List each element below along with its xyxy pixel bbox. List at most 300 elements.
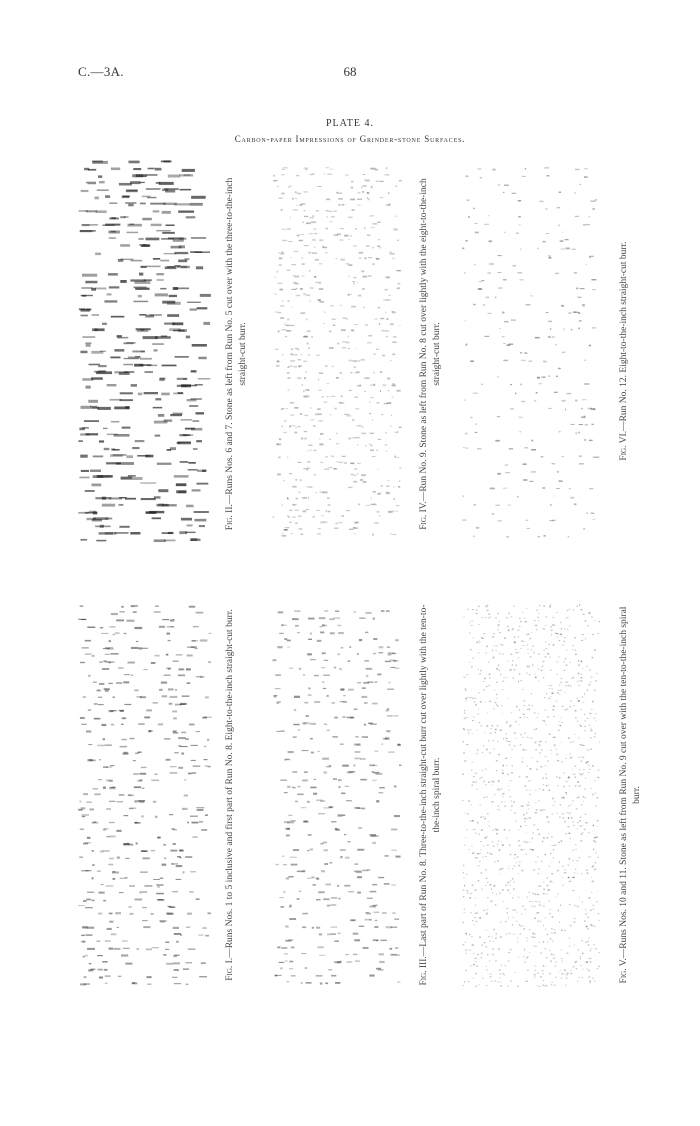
texture-mark	[185, 738, 189, 740]
texture-mark	[383, 384, 387, 386]
texture-mark	[178, 260, 187, 263]
caption-fig-iv-text: —Run No. 9. Stone as left from Run No. 8 cut over lightly with the eight-to-the-inch straight-cut burr.	[419, 178, 442, 502]
texture-mark	[584, 962, 585, 963]
texture-mark	[97, 955, 103, 956]
texture-mark	[171, 863, 174, 865]
texture-mark	[159, 626, 165, 628]
texture-mark	[465, 176, 468, 177]
texture-mark	[529, 817, 531, 819]
texture-mark	[513, 265, 516, 267]
texture-mark	[541, 741, 542, 742]
texture-mark	[170, 620, 174, 622]
texture-mark	[317, 408, 320, 410]
texture-mark	[572, 769, 573, 770]
texture-mark	[331, 216, 335, 217]
texture-mark	[314, 233, 317, 234]
texture-mark	[482, 945, 484, 946]
texture-mark	[578, 685, 579, 686]
texture-mark	[85, 490, 95, 492]
texture-mark	[465, 433, 467, 435]
texture-mark	[308, 497, 309, 498]
texture-mark	[311, 221, 316, 223]
texture-mark	[93, 821, 97, 823]
texture-mark	[598, 913, 600, 915]
texture-mark	[503, 343, 505, 344]
texture-mark	[157, 886, 160, 888]
texture-mark	[565, 409, 566, 411]
texture-mark	[500, 977, 501, 978]
texture-mark	[347, 841, 351, 842]
texture-mark	[278, 330, 280, 332]
texture-mark	[377, 222, 381, 223]
texture-mark	[361, 808, 365, 810]
texture-mark	[318, 528, 321, 529]
texture-mark	[310, 723, 316, 725]
texture-mark	[335, 982, 340, 984]
texture-mark	[471, 804, 472, 805]
texture-mark	[388, 192, 389, 194]
texture-mark	[582, 399, 586, 400]
texture-mark	[327, 383, 330, 384]
texture-mark	[497, 981, 498, 982]
texture-mark	[472, 762, 474, 763]
texture-mark	[363, 174, 366, 175]
texture-mark	[567, 393, 572, 394]
texture-mark	[306, 294, 311, 296]
texture-mark	[546, 233, 549, 234]
texture-mark	[535, 677, 537, 678]
texture-mark	[482, 770, 483, 771]
texture-mark	[322, 625, 327, 627]
texture-mark	[579, 321, 582, 322]
caption-fig-v	[618, 600, 644, 990]
texture-mark	[497, 844, 499, 845]
texture-mark	[594, 781, 596, 782]
texture-mark	[513, 801, 515, 802]
texture-mark	[193, 448, 198, 449]
texture-mark	[114, 407, 129, 410]
texture-mark	[277, 702, 280, 704]
texture-mark	[150, 314, 163, 316]
texture-mark	[519, 673, 520, 675]
texture-mark	[305, 715, 309, 717]
texture-mark	[559, 725, 561, 726]
texture-mark	[502, 689, 503, 690]
texture-mark	[469, 622, 471, 623]
texture-mark	[109, 237, 116, 239]
texture-mark	[468, 732, 469, 734]
texture-mark	[474, 223, 477, 224]
texture-mark	[281, 209, 283, 211]
texture-mark	[112, 871, 115, 873]
texture-mark	[464, 885, 465, 887]
texture-mark	[595, 713, 597, 714]
texture-mark	[366, 675, 368, 677]
texture-mark	[357, 385, 361, 387]
texture-mark	[134, 364, 143, 367]
texture-mark	[525, 842, 526, 843]
texture-mark	[519, 830, 520, 831]
texture-mark	[109, 497, 122, 499]
texture-mark	[593, 408, 596, 410]
texture-mark	[120, 244, 130, 247]
texture-mark	[320, 462, 324, 463]
texture-mark	[569, 662, 570, 663]
texture-mark	[484, 336, 489, 337]
texture-mark	[323, 688, 327, 689]
texture-mark	[542, 720, 544, 721]
texture-mark	[490, 973, 492, 975]
texture-mark	[497, 725, 499, 726]
texture-mark	[587, 625, 589, 626]
texture-mark	[152, 517, 161, 519]
texture-mark	[309, 396, 310, 398]
texture-mark	[567, 629, 568, 630]
texture-mark	[561, 636, 562, 637]
texture-mark	[539, 788, 541, 789]
texture-mark	[566, 650, 567, 651]
texture-mark	[319, 239, 323, 241]
texture-mark	[548, 336, 551, 338]
texture-mark	[500, 644, 501, 645]
texture-mark	[386, 492, 389, 493]
texture-mark	[497, 645, 498, 647]
texture-mark	[327, 497, 330, 499]
texture-mark	[480, 849, 482, 850]
texture-mark	[277, 474, 281, 476]
texture-mark	[142, 920, 148, 921]
texture-mark	[527, 956, 528, 957]
texture-mark	[521, 384, 522, 386]
texture-mark	[354, 522, 359, 524]
texture-mark	[99, 977, 103, 979]
texture-mark	[506, 934, 508, 935]
texture-mark	[575, 961, 577, 963]
texture-mark	[551, 750, 552, 751]
texture-mark	[595, 842, 597, 843]
texture-mark	[140, 203, 146, 205]
texture-mark	[288, 751, 294, 753]
texture-mark	[289, 668, 293, 669]
texture-mark	[142, 788, 145, 789]
texture-mark	[340, 849, 346, 851]
texture-mark	[301, 953, 306, 954]
texture-mark	[550, 669, 551, 671]
texture-mark	[497, 613, 499, 614]
texture-mark	[392, 385, 397, 387]
texture-mark	[281, 174, 284, 175]
texture-mark	[558, 224, 559, 226]
texture-mark	[161, 336, 167, 338]
caption-fig-v-label: Fig. V.	[619, 958, 629, 984]
texture-mark	[584, 168, 588, 169]
texture-mark	[186, 984, 189, 985]
texture-mark	[326, 510, 327, 512]
texture-mark	[502, 336, 505, 337]
texture-mark	[510, 780, 512, 781]
texture-mark	[111, 231, 116, 233]
texture-mark	[597, 968, 599, 969]
texture-mark	[475, 704, 477, 706]
texture-mark	[336, 258, 337, 259]
texture-mark	[371, 445, 372, 447]
texture-mark	[358, 295, 361, 297]
texture-mark	[286, 325, 290, 326]
texture-mark	[399, 180, 402, 182]
texture-mark	[465, 677, 466, 678]
texture-mark	[282, 856, 284, 857]
texture-mark	[567, 681, 569, 683]
texture-mark	[464, 909, 465, 910]
texture-mark	[326, 766, 331, 768]
texture-mark	[568, 817, 569, 818]
texture-mark	[345, 857, 349, 859]
texture-mark	[298, 516, 301, 517]
texture-mark	[578, 700, 580, 702]
texture-mark	[208, 661, 211, 663]
texture-mark	[297, 794, 303, 796]
texture-mark	[466, 700, 467, 701]
texture-mark	[540, 201, 544, 203]
texture-mark	[139, 244, 146, 246]
texture-mark	[530, 656, 532, 657]
texture-mark	[589, 937, 590, 939]
texture-mark	[593, 865, 594, 866]
texture-mark	[336, 377, 339, 379]
texture-mark	[527, 804, 529, 805]
texture-mark	[495, 440, 500, 442]
texture-mark	[494, 794, 496, 795]
texture-mark	[81, 287, 92, 289]
texture-mark	[86, 386, 91, 389]
texture-mark	[303, 293, 305, 294]
texture-mark	[363, 947, 369, 949]
texture-mark	[165, 942, 169, 944]
texture-mark	[573, 311, 576, 313]
texture-mark	[301, 807, 307, 808]
texture-mark	[576, 288, 579, 290]
texture-mark	[552, 916, 554, 918]
texture-mark	[160, 378, 166, 380]
texture-mark	[527, 666, 529, 668]
texture-mark	[583, 702, 585, 703]
texture-mark	[391, 415, 392, 416]
texture-mark	[571, 329, 572, 330]
texture-mark	[490, 617, 491, 618]
texture-mark	[108, 683, 112, 684]
texture-mark	[80, 606, 84, 607]
texture-mark	[199, 821, 203, 822]
texture-mark	[174, 288, 189, 290]
texture-mark	[143, 926, 150, 928]
texture-mark	[510, 725, 512, 727]
texture-mark	[187, 913, 192, 915]
texture-mark	[372, 419, 373, 420]
texture-mark	[543, 677, 544, 678]
texture-mark	[152, 947, 159, 948]
texture-mark	[185, 856, 192, 858]
texture-mark	[558, 842, 560, 843]
texture-mark	[561, 930, 562, 931]
texture-mark	[587, 958, 588, 959]
texture-mark	[395, 668, 399, 669]
texture-mark	[287, 647, 290, 648]
texture-mark	[485, 885, 486, 886]
texture-mark	[288, 876, 293, 878]
texture-mark	[382, 912, 387, 913]
texture-mark	[86, 899, 91, 901]
texture-mark	[191, 745, 198, 746]
texture-mark	[97, 745, 104, 747]
texture-mark	[89, 963, 92, 965]
texture-mark	[513, 677, 515, 678]
texture-mark	[517, 272, 522, 273]
texture-mark	[478, 709, 479, 710]
texture-mark	[566, 248, 570, 250]
texture-mark	[378, 652, 383, 653]
texture-mark	[496, 760, 498, 761]
texture-mark	[399, 427, 402, 428]
texture-mark	[475, 958, 477, 959]
texture-mark	[168, 668, 170, 670]
texture-mark	[522, 761, 523, 763]
texture-mark	[388, 511, 393, 513]
texture-mark	[537, 377, 540, 379]
texture-mark	[587, 749, 588, 750]
texture-mark	[328, 969, 332, 970]
texture-mark	[397, 240, 399, 241]
texture-mark	[592, 519, 595, 520]
texture-mark	[499, 632, 501, 633]
texture-mark	[322, 652, 326, 654]
texture-mark	[88, 400, 98, 403]
texture-mark	[465, 717, 467, 718]
texture-mark	[133, 773, 139, 775]
texture-mark	[378, 239, 380, 240]
texture-mark	[509, 726, 510, 728]
texture-mark	[536, 809, 538, 810]
texture-mark	[331, 319, 335, 320]
texture-mark	[578, 785, 580, 787]
texture-mark	[564, 970, 566, 971]
texture-mark	[318, 300, 321, 301]
texture-mark	[324, 772, 327, 774]
texture-mark	[519, 224, 521, 225]
texture-mark	[464, 760, 466, 761]
texture-mark	[102, 724, 107, 726]
texture-mark	[499, 653, 501, 655]
texture-mark	[484, 781, 485, 783]
texture-mark	[591, 676, 593, 677]
texture-mark	[528, 805, 530, 806]
texture-mark	[90, 406, 97, 408]
texture-mark	[503, 192, 505, 193]
texture-mark	[292, 198, 293, 200]
texture-mark	[486, 912, 488, 914]
texture-mark	[521, 925, 523, 926]
texture-mark	[98, 365, 106, 367]
texture-mark	[90, 809, 95, 811]
texture-mark	[565, 239, 569, 240]
texture-mark	[83, 900, 87, 902]
texture-mark	[565, 872, 567, 873]
texture-mark	[326, 252, 328, 253]
texture-mark	[536, 761, 538, 762]
texture-mark	[534, 934, 536, 935]
texture-mark	[580, 184, 581, 185]
texture-mark	[544, 722, 545, 723]
texture-mark	[516, 706, 517, 708]
texture-mark	[564, 670, 566, 671]
caption-fig-ii-label: Fig. II.	[225, 504, 235, 531]
texture-mark	[463, 447, 465, 448]
texture-mark	[591, 201, 596, 202]
texture-mark	[564, 637, 565, 639]
texture-mark	[173, 732, 178, 734]
texture-mark	[352, 209, 355, 210]
texture-mark	[138, 724, 145, 725]
texture-mark	[287, 330, 292, 332]
texture-mark	[577, 606, 579, 608]
texture-mark	[187, 434, 193, 436]
texture-mark	[559, 685, 560, 686]
texture-mark	[491, 888, 492, 890]
texture-mark	[196, 266, 203, 269]
texture-mark	[579, 680, 581, 681]
texture-mark	[346, 800, 352, 801]
texture-mark	[527, 897, 529, 898]
texture-mark	[510, 854, 512, 855]
texture-mark	[105, 744, 112, 746]
texture-mark	[538, 620, 540, 621]
texture-mark	[577, 822, 579, 823]
texture-mark	[466, 934, 467, 935]
texture-mark	[590, 961, 592, 962]
texture-mark	[324, 863, 328, 865]
texture-mark	[356, 371, 359, 373]
texture-mark	[289, 426, 291, 428]
texture-mark	[204, 717, 212, 718]
texture-mark	[549, 901, 550, 902]
texture-mark	[93, 788, 99, 790]
texture-mark	[144, 717, 150, 719]
texture-mark	[361, 474, 366, 476]
texture-mark	[367, 192, 369, 194]
texture-mark	[587, 916, 589, 918]
texture-mark	[592, 765, 594, 767]
texture-mark	[568, 877, 569, 878]
texture-mark	[579, 857, 581, 858]
texture-mark	[545, 985, 546, 986]
texture-mark	[85, 842, 91, 843]
texture-mark	[373, 653, 376, 655]
texture-mark	[158, 414, 164, 417]
texture-mark	[552, 882, 553, 883]
texture-mark	[370, 215, 374, 216]
texture-mark	[585, 913, 587, 914]
texture-mark	[555, 977, 556, 978]
texture-mark	[586, 926, 588, 927]
texture-mark	[473, 852, 475, 854]
texture-mark	[200, 294, 211, 297]
texture-mark	[171, 246, 182, 249]
texture-mark	[342, 716, 345, 717]
texture-mark	[157, 463, 172, 465]
texture-mark	[301, 534, 303, 536]
texture-mark	[131, 675, 133, 676]
texture-mark	[289, 473, 292, 474]
texture-mark	[338, 462, 342, 463]
